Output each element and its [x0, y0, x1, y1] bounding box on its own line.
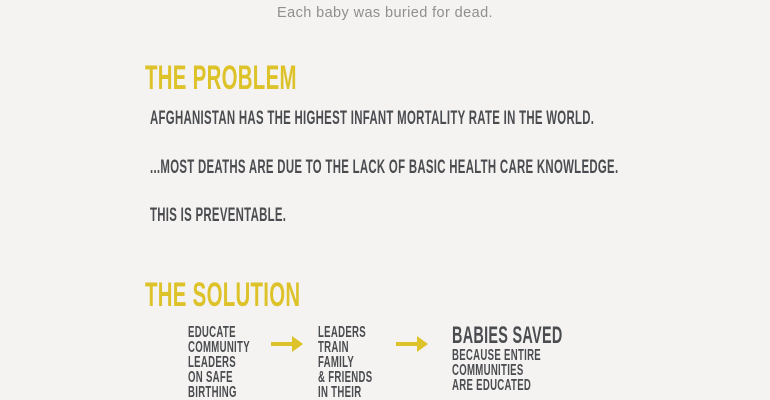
problem-heading [145, 59, 398, 97]
solution-step-3 [452, 324, 636, 394]
step1-line2: COMMUNITY [188, 338, 250, 356]
step2-line3: FAMILY [318, 353, 355, 371]
right-arrow-icon [270, 335, 304, 353]
problem-statement-1 [150, 109, 770, 129]
step3-line2: COMMUNITIES [452, 361, 524, 379]
problem-statement-2 [150, 158, 770, 178]
step2-line4: & FRIENDS [318, 368, 373, 386]
problem-statement-2-text: ...MOST DEATHS ARE DUE TO THE LACK OF BASIC HEALTH CARE KNOWLEDGE. [150, 157, 619, 178]
solution-heading-text: THE SOLUTION [145, 276, 301, 314]
problem-statement-1-text: AFGHANISTAN HAS THE HIGHEST INFANT MORTALITY RATE IN THE WORLD. [150, 108, 595, 129]
step3-line3: ARE EDUCATED [452, 376, 532, 394]
step3-headline: BABIES SAVED [452, 322, 563, 349]
step2-line5: IN THEIR [318, 383, 362, 400]
solution-heading [145, 276, 404, 314]
problem-heading-text: THE PROBLEM [145, 59, 297, 97]
step3-line1: BECAUSE ENTIRE [452, 347, 542, 364]
top-caption: Each baby was buried for dead. [277, 5, 493, 21]
problem-statement-3-text: THIS IS PREVENTABLE. [150, 205, 287, 226]
step1-line4: ON SAFE [188, 368, 233, 386]
problem-statement-3 [150, 206, 377, 226]
right-arrow-icon [395, 335, 429, 353]
step2-line1: LEADERS [318, 324, 366, 341]
step2-line2: TRAIN [318, 338, 349, 356]
step1-line3: LEADERS [188, 353, 236, 371]
step1-line1: EDUCATE [188, 324, 236, 341]
step1-line5: BIRTHING [188, 383, 237, 400]
